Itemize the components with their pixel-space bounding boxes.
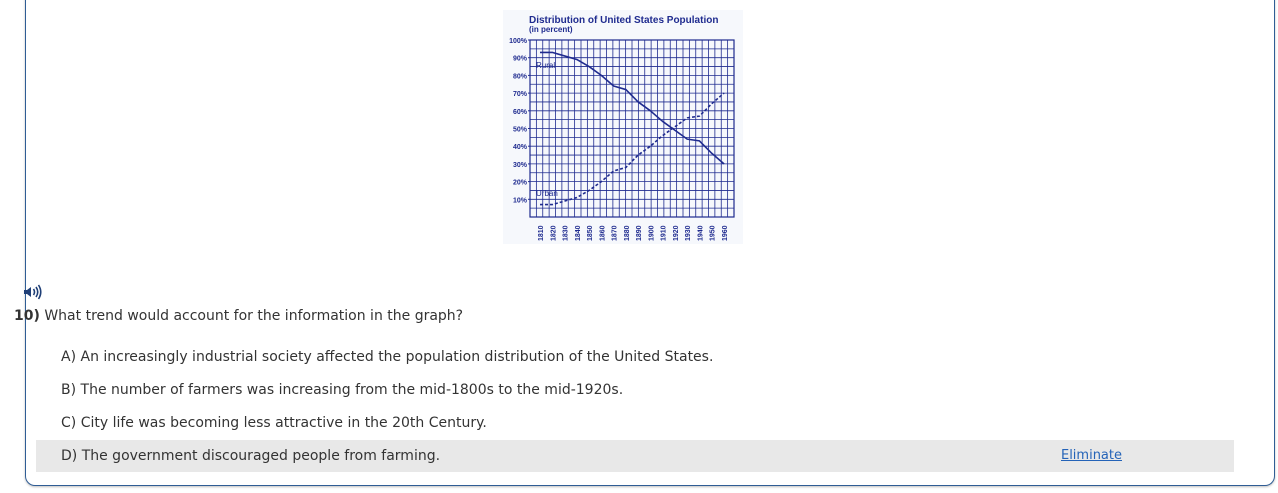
y-tick-label: 10% [512, 197, 527, 205]
chart-svg [503, 10, 743, 244]
answer-option-a[interactable] [36, 341, 1234, 373]
chart-grid [530, 40, 734, 217]
series-label-urban: Urban [536, 189, 558, 198]
eliminate-link[interactable]: Eliminate [1060, 448, 1122, 463]
x-tick-label: 1860 [599, 225, 607, 241]
x-tick-label: 1920 [672, 225, 680, 241]
option-d-label: D) The government discouraged people from farming. [61, 448, 441, 464]
question-text: What trend would account for the information in the graph? [44, 308, 464, 324]
speaker-icon[interactable] [22, 282, 44, 302]
x-tick-label: 1880 [623, 225, 631, 241]
x-tick-label: 1960 [722, 225, 729, 241]
series-label-rural: Rural [536, 61, 556, 70]
x-axis-ticks [538, 225, 729, 241]
option-a-label: A) An increasingly industrial society affected the population distribution of the United States. [61, 349, 714, 365]
x-tick-label: 1850 [587, 225, 595, 241]
y-tick-label: 20% [512, 179, 527, 187]
y-tick-label: 100% [509, 38, 527, 45]
chart-subtitle: (in percent) [529, 25, 573, 34]
answer-option-d[interactable] [36, 440, 1234, 472]
y-tick-label: 80% [512, 73, 527, 81]
question-number: 10) [14, 308, 40, 324]
x-tick-label: 1900 [648, 225, 656, 241]
chart-title: Distribution of United States Population [529, 15, 719, 26]
x-tick-label: 1930 [685, 225, 693, 241]
x-tick-label: 1890 [636, 225, 644, 241]
y-tick-label: 60% [512, 108, 527, 116]
question-text-row [14, 308, 463, 324]
answer-option-c[interactable] [36, 407, 1234, 439]
x-tick-label: 1840 [574, 225, 582, 241]
y-tick-label: 40% [512, 144, 527, 152]
y-tick-label: 70% [512, 91, 527, 99]
x-tick-label: 1810 [538, 225, 545, 241]
option-b-label: B) The number of farmers was increasing from the mid-1800s to the mid-1920s. [61, 382, 624, 398]
y-axis-ticks [509, 38, 530, 204]
y-tick-label: 90% [512, 55, 527, 63]
y-tick-label: 50% [512, 126, 527, 134]
y-tick-label: 30% [512, 161, 527, 169]
x-tick-label: 1940 [697, 225, 705, 241]
answer-option-b[interactable] [36, 374, 1234, 406]
x-tick-label: 1950 [709, 225, 717, 241]
option-c-label: C) City life was becoming less attractive in the 20th Century. [61, 415, 487, 431]
population-chart [503, 10, 743, 244]
x-tick-label: 1820 [550, 225, 558, 241]
x-tick-label: 1870 [611, 225, 619, 241]
x-tick-label: 1830 [562, 225, 570, 241]
x-tick-label: 1910 [660, 225, 668, 241]
